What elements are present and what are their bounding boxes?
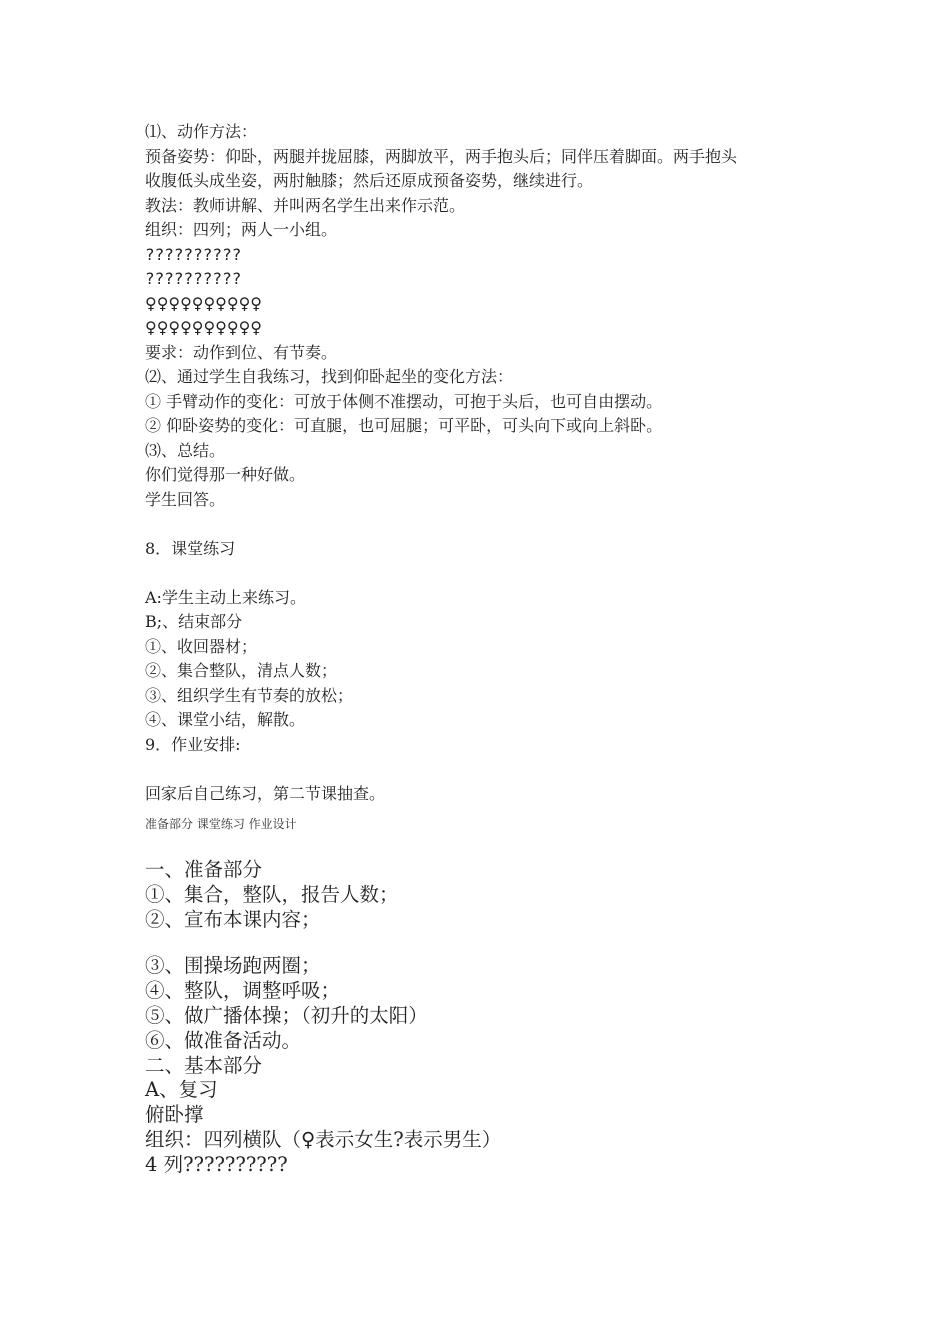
formation-row: 4 列?????????? (145, 1152, 288, 1176)
document-page (145, 120, 825, 1178)
formation-row-boys: ?????????? (145, 244, 242, 264)
text-line: 组织：四列横队（♀表示女生?表示男生） (145, 1127, 502, 1151)
movement-section (145, 120, 825, 512)
text-line: 组织：四列；两人一小组。 (145, 220, 338, 239)
text-line: ①、集合，整队，报告人数； (145, 882, 399, 906)
tags-line: 准备部分 课堂练习 作业设计 (145, 817, 297, 831)
spacer (145, 512, 825, 537)
text-line: 要求：动作到位、有节奏。 (145, 342, 338, 362)
text-line: A、复习 (145, 1078, 218, 1102)
text-line: 教法：教师讲解、并叫两名学生出来作示范。 (145, 195, 466, 215)
homework-text: 回家后自己练习，第二节课抽查。 (145, 783, 386, 803)
text-line: ③、围操场跑两圈； (145, 954, 321, 978)
text-line: A:学生主动上来练习。 (145, 587, 306, 607)
text-line: ③、组织学生有节奏的放松； (145, 685, 354, 705)
text-line: 收腹低头成坐姿，两肘触膝；然后还原成预备姿势，继续进行。 (145, 171, 594, 190)
text-line: ⑥、做准备活动。 (145, 1028, 302, 1052)
text-line: 你们觉得那一种好做。 (145, 465, 306, 484)
text-line: ②、集合整队，清点人数； (145, 661, 338, 680)
text-line: 学生回答。 (145, 489, 226, 509)
text-line: B;、结束部分 (145, 612, 243, 631)
text-line: ④、课堂小结，解散。 (145, 710, 306, 729)
class-practice-section (145, 586, 825, 758)
section-heading: 8．课堂练习 (145, 538, 236, 558)
text-line: ① 手臂动作的变化：可放于体侧不准摆动，可抱于头后，也可自由摆动。 (145, 391, 663, 411)
spacer (145, 836, 825, 858)
spacer (145, 757, 825, 782)
text-line: ⑶、总结。 (145, 440, 226, 460)
spacer (145, 932, 825, 954)
text-line: ②、宣布本课内容； (145, 907, 321, 931)
text-line: ⑴、动作方法： (145, 122, 258, 141)
formation-row-boys: ?????????? (145, 269, 242, 288)
formation-row-girls: ♀♀♀♀♀♀♀♀♀♀ (145, 318, 262, 337)
spacer (145, 561, 825, 586)
text-line: ② 仰卧姿势的变化：可直腿，也可屈腿；可平卧，可头向下或向上斜卧。 (145, 416, 663, 435)
text-line: ①、收回器材； (145, 636, 258, 656)
formation-row-girls: ♀♀♀♀♀♀♀♀♀♀ (145, 293, 262, 313)
section-heading: 9．作业安排: (145, 734, 241, 754)
text-line: ④、整队，调整呼吸； (145, 979, 341, 1003)
text-line: 预备姿势：仰卧，两腿并拢屈膝，两脚放平，两手抱头后；同伴压着脚面。两手抱头 (145, 146, 738, 166)
part-heading: 一、准备部分 (145, 858, 263, 881)
part-heading: 二、基本部分 (145, 1053, 263, 1077)
preparation-section (145, 858, 825, 1178)
text-line: ⑵、通过学生自我练习，找到仰卧起坐的变化方法： (145, 367, 514, 386)
text-line: 俯卧撑 (145, 1103, 204, 1127)
text-line: ⑤、做广播体操；（初升的太阳） (145, 1003, 428, 1027)
